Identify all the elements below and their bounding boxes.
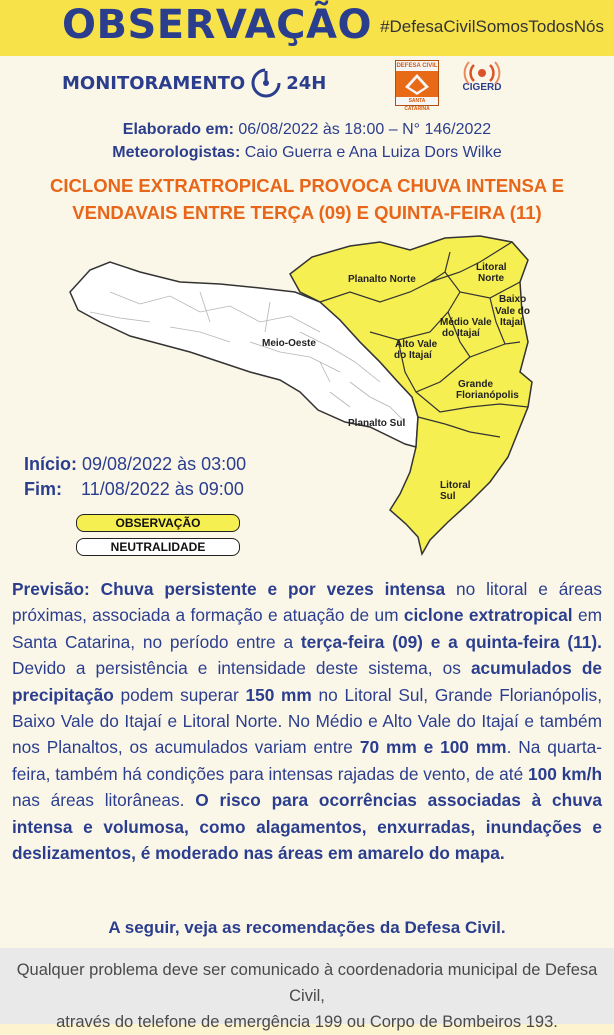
inicio-line	[24, 454, 246, 475]
region-alto-vale-1: Alto Vale	[395, 339, 438, 350]
fim-value: 11/08/2022 às 09:00	[81, 479, 244, 499]
region-planalto-norte: Planalto Norte	[348, 274, 416, 285]
elaborado-line	[0, 121, 614, 139]
defesa-civil-logo-top: DEFESA CIVIL	[396, 63, 438, 69]
forecast-part-11: 70 mm e 100 mm	[359, 737, 507, 758]
headline-line-2: VENDAVAIS ENTRE TERÇA (09) E QUINTA-FEIRA (11)	[72, 202, 542, 223]
defesa-civil-logo-bottom: SANTA CATARINA	[396, 97, 438, 105]
clock-icon	[249, 66, 283, 100]
alert-level-title: OBSERVAÇÃO	[62, 2, 372, 48]
inicio-value: 09/08/2022 às 03:00	[82, 454, 247, 474]
forecast-part-4: em Santa Catarina, no período entre a	[12, 605, 602, 652]
elaborado-value: 06/08/2022 às 18:00 – N° 146/2022	[233, 121, 492, 138]
footer	[0, 948, 614, 1031]
forecast-part-5: terça-feira (09) e a quinta-feira (11).	[300, 631, 602, 652]
region-litoral-norte-1: Litoral	[476, 262, 507, 273]
forecast-part-3: ciclone extratropical	[403, 605, 573, 626]
elaborado-label: Elaborado em:	[122, 121, 234, 138]
region-litoral-sul-2: Sul	[440, 491, 456, 502]
meteorologistas-label: Meteorologistas:	[112, 144, 241, 161]
forecast-part-10: no Litoral Sul, Grande Florianópolis, Baixo Vale do Itajaí e Litoral Norte. No Médio e Alto Vale do Itajaí e também nos Planaltos, os acumulados variam entre	[12, 684, 602, 758]
forecast-text	[12, 576, 602, 866]
region-baixo-vale-2: Vale do	[495, 306, 531, 317]
footer-line-2: através do telefone de emergência 199 ou Corpo de Bombeiros 193.	[56, 1013, 558, 1031]
forecast-part-9: 150 mm	[245, 684, 312, 705]
monitoramento-logo	[62, 66, 326, 100]
hashtag: #DefesaCivilSomosTodosNós	[380, 17, 604, 36]
forecast-part-12: . Na quarta-feira, também há condições para intensas rajadas de vento, de até	[12, 737, 603, 784]
headline-line-1: CICLONE EXTRATROPICAL PROVOCA CHUVA INTENSA E	[50, 175, 564, 196]
headline	[0, 172, 614, 226]
forecast-part-8: podem superar	[113, 684, 246, 705]
forecast-part-14: nas áreas litorâneas.	[12, 790, 196, 811]
cigerd-logo	[452, 60, 512, 106]
legend-neutralidade: NEUTRALIDADE	[76, 538, 240, 556]
region-meio-oeste: Meio-Oeste	[262, 338, 316, 349]
region-baixo-vale-3: Itajaí	[500, 317, 523, 328]
monitoramento-text: MONITORAMENTO	[62, 72, 246, 94]
inicio-label: Início:	[24, 454, 77, 474]
region-litoral-norte-2: Norte	[478, 273, 505, 284]
header-bar	[0, 0, 614, 56]
region-grande-floripa-2: Florianópolis	[456, 390, 519, 401]
defesa-civil-logo	[395, 60, 439, 112]
forecast-part-7: acumulados de precipitação	[12, 658, 602, 705]
forecast-part-6: Devido a persistência e intensidade deste sistema, os	[12, 658, 471, 679]
meteorologistas-line	[0, 144, 614, 162]
meteorologistas-value: Caio Guerra e Ana Luiza Dors Wilke	[240, 144, 502, 161]
forecast-part-13: 100 km/h	[528, 763, 602, 784]
recommendations-cta: A seguir, veja as recomendações da Defesa Civil.	[108, 918, 506, 937]
forecast-part-15: O risco para ocorrências associadas à chuva intensa e volumosa, como alagamentos, enxurradas, inundações e deslizamentos, é moderado nas áreas em amarelo do mapa.	[12, 790, 603, 864]
legend-observacao: OBSERVAÇÃO	[76, 514, 240, 532]
region-planalto-sul: Planalto Sul	[348, 418, 406, 429]
region-alto-vale-2: do Itajaí	[394, 350, 432, 361]
region-medio-vale-2: do Itajaí	[442, 328, 480, 339]
monitoramento-24h: 24H	[286, 72, 327, 94]
region-medio-vale-1: Médio Vale	[440, 317, 492, 328]
forecast-part-1: Previsão: Chuva persistente e por vezes intensa	[12, 579, 446, 599]
fim-line	[24, 479, 244, 500]
cigerd-name: CIGERD	[462, 82, 502, 93]
santa-catarina-map	[50, 232, 590, 562]
signal-icon	[462, 60, 502, 84]
footer-line-1: Qualquer problema deve ser comunicado à coordenadoria municipal de Defesa Civil,	[16, 961, 598, 1005]
region-baixo-vale-1: Baixo	[499, 294, 527, 305]
fim-label: Fim:	[24, 479, 62, 499]
region-litoral-sul-1: Litoral	[440, 480, 471, 491]
forecast-part-2: no litoral e áreas próximas, associada a formação e atuação de um	[12, 579, 602, 626]
region-grande-floripa-1: Grande	[458, 379, 494, 390]
